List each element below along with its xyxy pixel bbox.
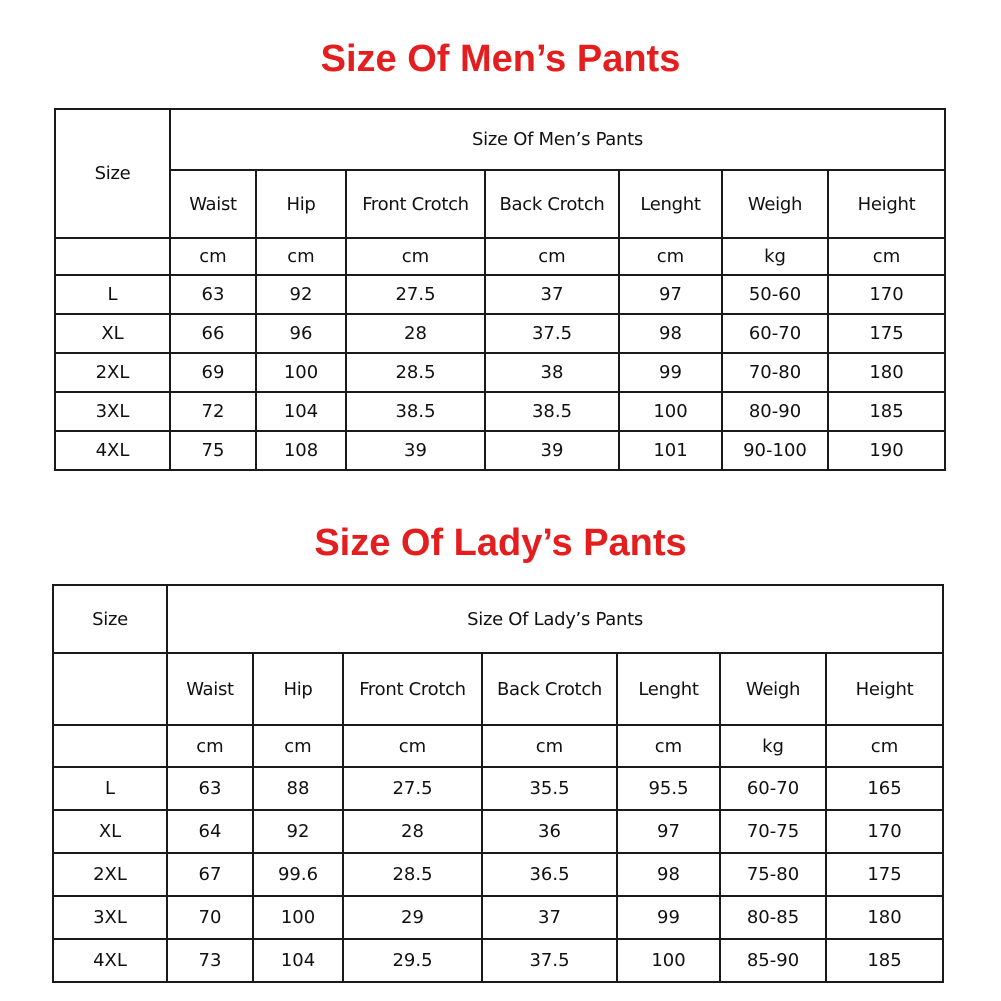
ladys-header-blank	[53, 653, 167, 725]
table-cell: 170	[828, 275, 945, 314]
size-cell: XL	[53, 810, 167, 853]
ladys-col-back-crotch: Back Crotch	[482, 653, 617, 725]
table-cell: 27.5	[346, 275, 485, 314]
ladys-col-length: Lenght	[617, 653, 720, 725]
table-cell: 97	[617, 810, 720, 853]
ladys-size-chart-title: Size Of Lady’s Pants	[314, 522, 687, 564]
mens-size-table	[54, 108, 946, 471]
table-cell: 50-60	[722, 275, 828, 314]
table-cell: 63	[167, 767, 253, 810]
mens-unit-cell: cm	[619, 238, 722, 275]
table-cell: 72	[170, 392, 256, 431]
ladys-col-hip: Hip	[253, 653, 343, 725]
size-cell: 3XL	[55, 392, 170, 431]
table-row	[55, 392, 945, 431]
ladys-col-height: Height	[826, 653, 943, 725]
table-cell: 28.5	[343, 853, 482, 896]
mens-unit-cell: cm	[346, 238, 485, 275]
table-cell: 36	[482, 810, 617, 853]
table-cell: 37	[485, 275, 619, 314]
ladys-unit-cell: cm	[343, 725, 482, 767]
table-cell: 80-90	[722, 392, 828, 431]
table-row	[53, 896, 943, 939]
ladys-unit-blank	[53, 725, 167, 767]
table-cell: 28.5	[346, 353, 485, 392]
mens-col-front-crotch: Front Crotch	[346, 170, 485, 238]
table-cell: 63	[170, 275, 256, 314]
table-cell: 180	[828, 353, 945, 392]
size-cell: L	[53, 767, 167, 810]
table-cell: 100	[253, 896, 343, 939]
table-cell: 37.5	[482, 939, 617, 982]
table-cell: 99	[619, 353, 722, 392]
table-cell: 60-70	[720, 767, 826, 810]
mens-group-header: Size Of Men’s Pants	[170, 109, 945, 170]
table-cell: 37.5	[485, 314, 619, 353]
mens-unit-cell: kg	[722, 238, 828, 275]
ladys-unit-cell: cm	[167, 725, 253, 767]
mens-unit-cell: cm	[256, 238, 346, 275]
table-cell: 88	[253, 767, 343, 810]
table-cell: 70-80	[722, 353, 828, 392]
table-cell: 185	[828, 392, 945, 431]
mens-group-header-row	[55, 109, 945, 170]
mens-size-header: Size	[55, 109, 170, 238]
ladys-unit-cell: kg	[720, 725, 826, 767]
mens-col-weight: Weigh	[722, 170, 828, 238]
table-cell: 98	[619, 314, 722, 353]
table-cell: 100	[619, 392, 722, 431]
table-cell: 38.5	[485, 392, 619, 431]
mens-col-hip: Hip	[256, 170, 346, 238]
table-cell: 175	[828, 314, 945, 353]
size-cell: 4XL	[55, 431, 170, 470]
ladys-group-header: Size Of Lady’s Pants	[167, 585, 943, 653]
table-cell: 64	[167, 810, 253, 853]
mens-col-length: Lenght	[619, 170, 722, 238]
ladys-col-front-crotch: Front Crotch	[343, 653, 482, 725]
table-row	[53, 939, 943, 982]
table-row	[53, 853, 943, 896]
table-cell: 185	[826, 939, 943, 982]
mens-col-back-crotch: Back Crotch	[485, 170, 619, 238]
table-cell: 90-100	[722, 431, 828, 470]
table-cell: 27.5	[343, 767, 482, 810]
table-cell: 28	[346, 314, 485, 353]
ladys-unit-cell: cm	[617, 725, 720, 767]
size-cell: 4XL	[53, 939, 167, 982]
size-cell: 2XL	[53, 853, 167, 896]
ladys-unit-cell: cm	[253, 725, 343, 767]
table-row	[55, 353, 945, 392]
mens-column-header-row	[55, 170, 945, 238]
table-cell: 108	[256, 431, 346, 470]
mens-unit-blank	[55, 238, 170, 275]
table-cell: 69	[170, 353, 256, 392]
ladys-size-header: Size	[53, 585, 167, 653]
table-cell: 97	[619, 275, 722, 314]
table-cell: 180	[826, 896, 943, 939]
table-cell: 66	[170, 314, 256, 353]
table-cell: 38.5	[346, 392, 485, 431]
table-cell: 75-80	[720, 853, 826, 896]
ladys-unit-cell: cm	[826, 725, 943, 767]
ladys-col-waist: Waist	[167, 653, 253, 725]
table-cell: 80-85	[720, 896, 826, 939]
table-cell: 100	[256, 353, 346, 392]
ladys-group-header-row	[53, 585, 943, 653]
table-cell: 96	[256, 314, 346, 353]
table-row	[53, 810, 943, 853]
size-cell: L	[55, 275, 170, 314]
table-cell: 95.5	[617, 767, 720, 810]
table-cell: 67	[167, 853, 253, 896]
table-cell: 75	[170, 431, 256, 470]
size-cell: 3XL	[53, 896, 167, 939]
table-cell: 104	[253, 939, 343, 982]
table-cell: 98	[617, 853, 720, 896]
table-cell: 100	[617, 939, 720, 982]
ladys-col-weight: Weigh	[720, 653, 826, 725]
ladys-unit-row	[53, 725, 943, 767]
mens-unit-row	[55, 238, 945, 275]
size-cell: 2XL	[55, 353, 170, 392]
table-cell: 70	[167, 896, 253, 939]
table-cell: 190	[828, 431, 945, 470]
table-cell: 38	[485, 353, 619, 392]
mens-size-chart-title: Size Of Men’s Pants	[320, 38, 681, 80]
table-cell: 175	[826, 853, 943, 896]
size-cell: XL	[55, 314, 170, 353]
table-cell: 39	[485, 431, 619, 470]
table-cell: 85-90	[720, 939, 826, 982]
table-cell: 101	[619, 431, 722, 470]
table-cell: 99.6	[253, 853, 343, 896]
table-cell: 92	[256, 275, 346, 314]
table-cell: 104	[256, 392, 346, 431]
table-cell: 29.5	[343, 939, 482, 982]
ladys-size-table	[52, 584, 944, 983]
table-row	[55, 314, 945, 353]
table-row	[53, 767, 943, 810]
mens-col-waist: Waist	[170, 170, 256, 238]
mens-unit-cell: cm	[828, 238, 945, 275]
table-cell: 170	[826, 810, 943, 853]
mens-unit-cell: cm	[485, 238, 619, 275]
ladys-unit-cell: cm	[482, 725, 617, 767]
table-cell: 37	[482, 896, 617, 939]
mens-unit-cell: cm	[170, 238, 256, 275]
table-cell: 39	[346, 431, 485, 470]
table-cell: 29	[343, 896, 482, 939]
table-cell: 70-75	[720, 810, 826, 853]
table-cell: 73	[167, 939, 253, 982]
ladys-column-header-row	[53, 653, 943, 725]
table-cell: 165	[826, 767, 943, 810]
table-cell: 99	[617, 896, 720, 939]
table-row	[55, 275, 945, 314]
table-row	[55, 431, 945, 470]
table-cell: 92	[253, 810, 343, 853]
mens-col-height: Height	[828, 170, 945, 238]
table-cell: 36.5	[482, 853, 617, 896]
table-cell: 28	[343, 810, 482, 853]
table-cell: 35.5	[482, 767, 617, 810]
table-cell: 60-70	[722, 314, 828, 353]
